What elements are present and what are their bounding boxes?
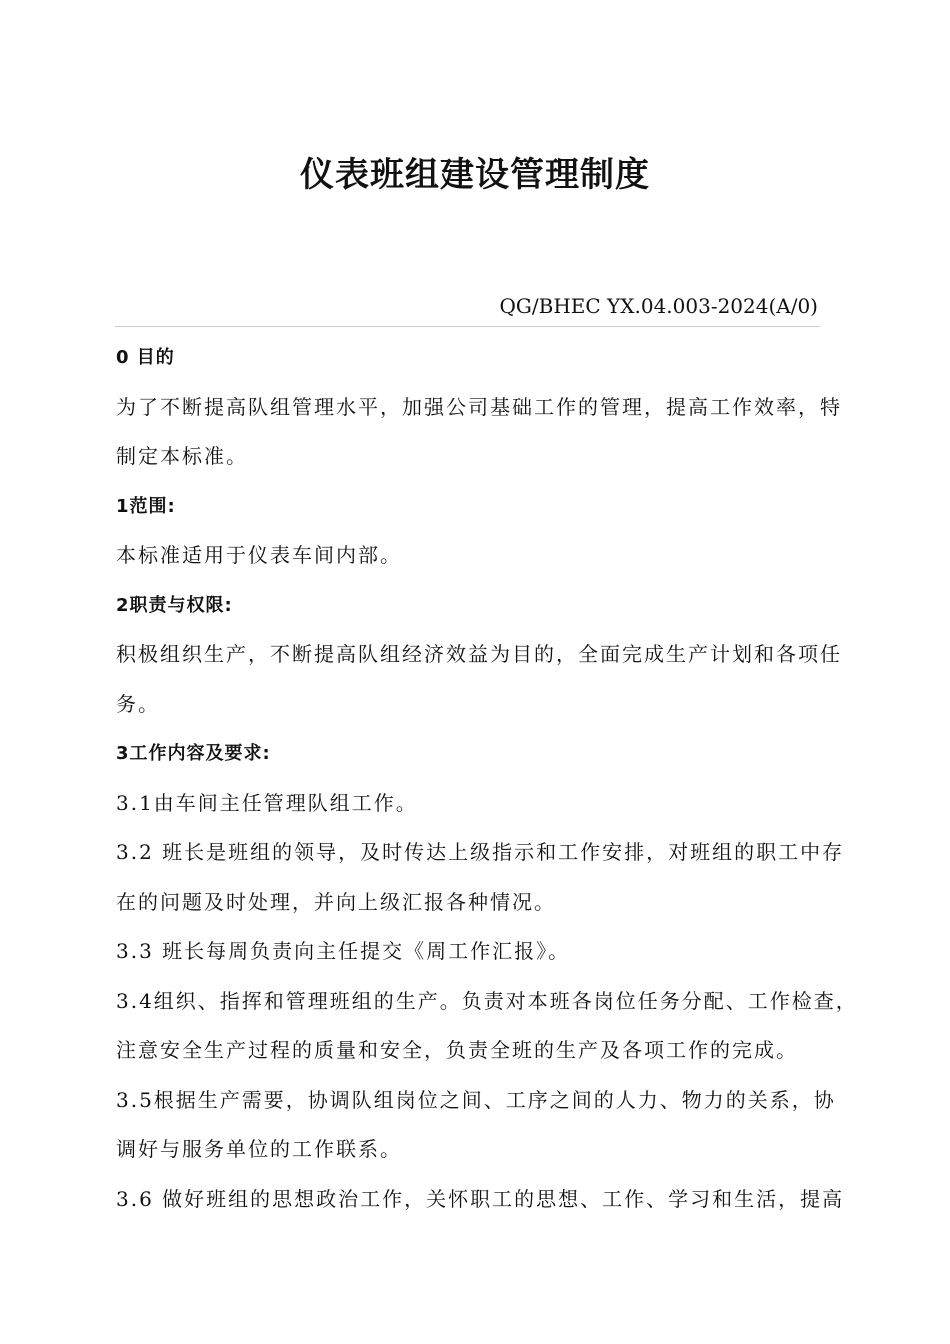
section-heading-work-content: 3工作内容及要求: (116, 743, 271, 764)
section-heading-scope: 1范围: (116, 495, 176, 517)
body-line: 3.3 班长每周负责向主任提交《周工作汇报》。 (116, 939, 571, 963)
body-line: 3.2 班长是班组的领导，及时传达上级指示和工作安排，对班组的职工中存 (116, 840, 845, 864)
document-body (116, 333, 861, 1224)
body-line: 本标准适用于仪表车间内部。 (116, 543, 402, 567)
body-line: 积极组织生产，不断提高队组经济效益为目的，全面完成生产计划和各项任 (116, 642, 842, 666)
body-line: 制定本标准。 (116, 444, 248, 468)
section-heading-responsibility: 2职责与权限: (116, 594, 233, 616)
document-code: QG/BHEC YX.04.003-2024(A/0) (499, 294, 818, 318)
body-line: 务。 (116, 691, 160, 716)
header-divider (115, 326, 820, 327)
body-line: 3.5根据生产需要，协调队组岗位之间、工序之间的人力、物力的关系，协 (116, 1087, 836, 1112)
body-line: 3.6 做好班组的思想政治工作，关怀职工的思想、工作、学习和生活，提高 (116, 1186, 845, 1211)
body-line: 调好与服务单位的工作联系。 (116, 1137, 402, 1161)
document-title: 仪表班组建设管理制度 (300, 155, 650, 195)
body-line: 为了不断提高队组管理水平，加强公司基础工作的管理，提高工作效率，特 (116, 394, 842, 419)
body-line: 在的问题及时处理，并向上级汇报各种情况。 (116, 889, 556, 914)
body-line: 注意安全生产过程的质量和安全，负责全班的生产及各项工作的完成。 (116, 1038, 798, 1062)
section-heading-purpose: 0 目的 (116, 347, 175, 368)
body-line: 3.1由车间主任管理队组工作。 (116, 790, 418, 815)
body-line: 3.4组织、指挥和管理班组的生产。负责对本班各岗位任务分配、工作检查， (116, 988, 858, 1013)
